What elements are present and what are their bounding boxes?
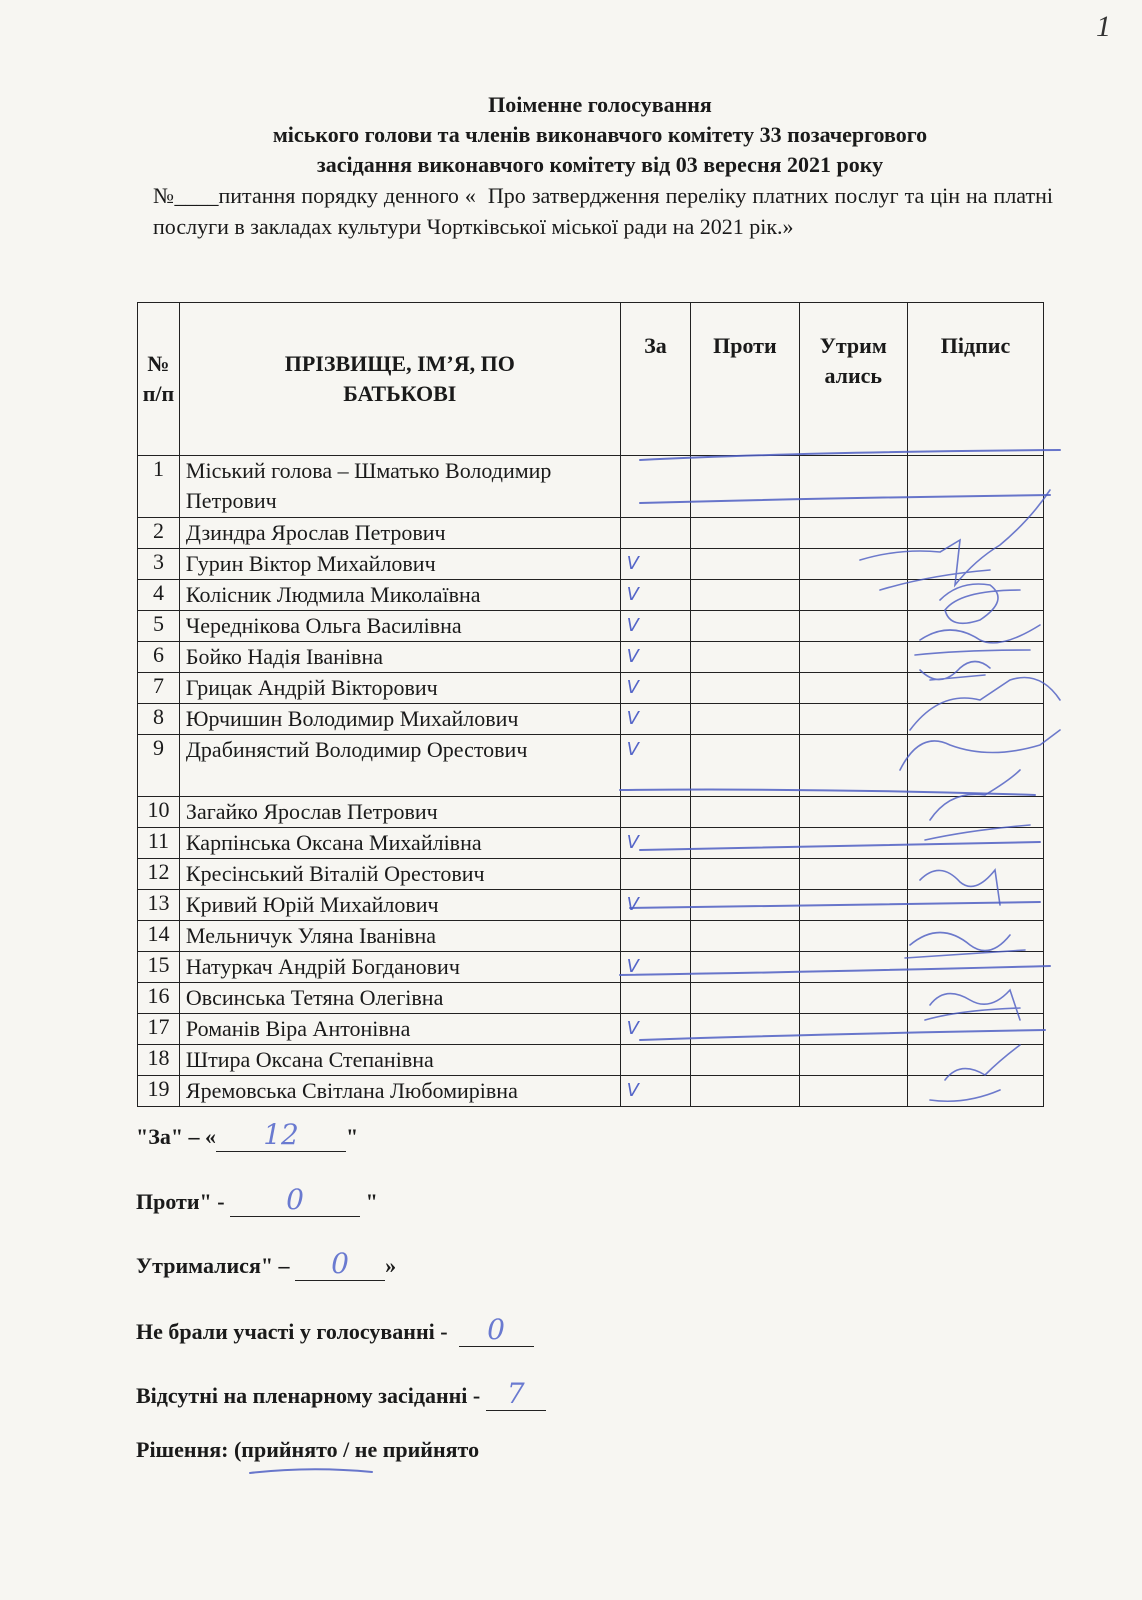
vote-za-cell — [620, 983, 691, 1014]
table-row — [138, 735, 1044, 797]
member-name: Кресінський Віталій Орестович — [179, 859, 620, 890]
row-number: 18 — [138, 1045, 180, 1076]
check-mark-icon: V — [626, 615, 639, 636]
row-number: 5 — [138, 611, 180, 642]
member-name: Романів Віра Антонівна — [179, 1014, 620, 1045]
za-label: "За" – « — [136, 1124, 217, 1149]
vote-za-cell — [620, 549, 691, 580]
signature-cell — [907, 1076, 1043, 1107]
row-number: 17 — [138, 1014, 180, 1045]
row-number: 16 — [138, 983, 180, 1014]
row-number: 10 — [138, 797, 180, 828]
vote-utrymalys-cell — [799, 1045, 907, 1076]
header-utrymalys: Утрим ались — [799, 303, 907, 456]
check-mark-icon: V — [626, 1018, 639, 1039]
agenda-item — [153, 180, 1053, 242]
member-name: Штира Оксана Степанівна — [179, 1045, 620, 1076]
signature-cell — [907, 983, 1043, 1014]
table-row — [138, 952, 1044, 983]
header-za: За — [620, 303, 691, 456]
table-row — [138, 580, 1044, 611]
member-name: Грицак Андрій Вікторович — [179, 673, 620, 704]
signature-cell — [907, 611, 1043, 642]
vote-utrymalys-cell — [799, 704, 907, 735]
page-number: 1 — [1096, 10, 1111, 43]
ne-braly-label: Не брали участі у голосуванні - — [136, 1319, 448, 1344]
member-name: Мельничук Уляна Іванівна — [179, 921, 620, 952]
table-row — [138, 642, 1044, 673]
check-mark-icon: V — [626, 646, 639, 667]
table-row — [138, 890, 1044, 921]
vote-proty-cell — [691, 983, 799, 1014]
vote-za-cell — [620, 797, 691, 828]
check-mark-icon: V — [626, 677, 639, 698]
header-pidpys: Підпис — [907, 303, 1043, 456]
row-number: 7 — [138, 673, 180, 704]
member-name: Дзиндра Ярослав Петрович — [179, 518, 620, 549]
row-number: 1 — [138, 456, 180, 518]
member-name: Череднікова Ольга Василівна — [179, 611, 620, 642]
signature-cell — [907, 797, 1043, 828]
table-row — [138, 1045, 1044, 1076]
vote-proty-cell — [691, 735, 799, 797]
table-row — [138, 983, 1044, 1014]
vidsutni-value: 7 — [506, 1377, 525, 1410]
vote-proty-cell — [691, 1076, 799, 1107]
table-row — [138, 549, 1044, 580]
vote-proty-cell — [691, 456, 799, 518]
agenda-text: Про затвердження переліку платних послуг та цін на платні послуги в закладах культури Чортківської міської ради на 2021 рік.» — [153, 183, 1053, 239]
check-mark-icon: V — [626, 739, 639, 760]
member-name: Колісник Людмила Миколаївна — [179, 580, 620, 611]
proty-label: Проти" - — [136, 1189, 225, 1214]
vote-utrymalys-cell — [799, 828, 907, 859]
signature-cell — [907, 1045, 1043, 1076]
table-row — [138, 859, 1044, 890]
vote-proty-cell — [691, 1045, 799, 1076]
header-name: ПРІЗВИЩЕ, ІМ’Я, ПО БАТЬКОВІ — [179, 303, 620, 456]
member-name: Яремовська Світлана Любомирівна — [179, 1076, 620, 1107]
vote-proty-cell — [691, 673, 799, 704]
row-number: 8 — [138, 704, 180, 735]
member-name: Гурин Віктор Михайлович — [179, 549, 620, 580]
vote-utrymalys-cell — [799, 642, 907, 673]
table-row — [138, 611, 1044, 642]
vote-proty-cell — [691, 828, 799, 859]
vote-utrymalys-cell — [799, 1076, 907, 1107]
check-mark-icon: V — [626, 584, 639, 605]
member-name: Кривий Юрій Михайлович — [179, 890, 620, 921]
table-row — [138, 1014, 1044, 1045]
table-row — [138, 518, 1044, 549]
signature-cell — [907, 580, 1043, 611]
vote-za-cell — [620, 518, 691, 549]
vote-utrymalys-cell — [799, 580, 907, 611]
vote-za-cell — [620, 890, 691, 921]
vote-proty-cell — [691, 859, 799, 890]
summary-vidsutni — [136, 1377, 546, 1411]
title-line-2: міського голови та членів виконавчого комітету 33 позачергового — [272, 122, 928, 147]
row-number: 13 — [138, 890, 180, 921]
table-row — [138, 673, 1044, 704]
member-name: Загайко Ярослав Петрович — [179, 797, 620, 828]
vote-za-cell — [620, 1014, 691, 1045]
vote-proty-cell — [691, 611, 799, 642]
signature-cell — [907, 735, 1043, 797]
signature-cell — [907, 642, 1043, 673]
row-number: 11 — [138, 828, 180, 859]
check-mark-icon: V — [626, 708, 639, 729]
table-row — [138, 921, 1044, 952]
signature-cell — [907, 1014, 1043, 1045]
vote-utrymalys-cell — [799, 890, 907, 921]
vote-za-cell — [620, 1045, 691, 1076]
title-line-3: засідання виконавчого комітету від 03 вересня 2021 року — [316, 152, 884, 177]
signature-cell — [907, 456, 1043, 518]
row-number: 2 — [138, 518, 180, 549]
vote-za-cell — [620, 456, 691, 518]
summary-proty — [136, 1183, 378, 1217]
table-header-row — [138, 303, 1044, 456]
summary-za — [136, 1118, 358, 1152]
member-name: Юрчишин Володимир Михайлович — [179, 704, 620, 735]
utrymalysia-value: 0 — [331, 1247, 349, 1280]
vote-proty-cell — [691, 797, 799, 828]
vote-utrymalys-cell — [799, 921, 907, 952]
signature-cell — [907, 952, 1043, 983]
summary-utrymalysia — [136, 1247, 396, 1281]
vote-utrymalys-cell — [799, 518, 907, 549]
check-mark-icon: V — [626, 956, 639, 977]
signature-cell — [907, 673, 1043, 704]
vote-za-cell — [620, 1076, 691, 1107]
utrymalysia-label: Утрималися" – — [136, 1253, 290, 1278]
voting-table — [137, 302, 1044, 1107]
row-number: 19 — [138, 1076, 180, 1107]
header-proty: Проти — [691, 303, 799, 456]
check-mark-icon: V — [626, 832, 639, 853]
member-name: Міський голова – Шматько Володимир Петрович — [179, 456, 620, 518]
vote-proty-cell — [691, 549, 799, 580]
member-name: Драбинястий Володимир Орестович — [179, 735, 620, 797]
vote-proty-cell — [691, 704, 799, 735]
summary-rishennia: Рішення: (прийнято / не прийнято — [136, 1437, 480, 1462]
row-number: 12 — [138, 859, 180, 890]
vote-utrymalys-cell — [799, 456, 907, 518]
check-mark-icon: V — [626, 894, 639, 915]
vote-proty-cell — [691, 580, 799, 611]
vote-utrymalys-cell — [799, 673, 907, 704]
vidsutni-label: Відсутні на пленарному засіданні - — [136, 1383, 481, 1408]
vote-za-cell — [620, 859, 691, 890]
vote-za-cell — [620, 611, 691, 642]
signature-cell — [907, 549, 1043, 580]
vote-utrymalys-cell — [799, 952, 907, 983]
table-row — [138, 704, 1044, 735]
dash-rishennia — [250, 1469, 372, 1473]
row-number: 14 — [138, 921, 180, 952]
signature-cell — [907, 828, 1043, 859]
signature-cell — [907, 890, 1043, 921]
table-row — [138, 456, 1044, 518]
vote-proty-cell — [691, 1014, 799, 1045]
row-number: 15 — [138, 952, 180, 983]
vote-za-cell — [620, 642, 691, 673]
vote-za-cell — [620, 704, 691, 735]
vote-proty-cell — [691, 642, 799, 673]
utrymalysia-close: » — [385, 1253, 397, 1278]
proty-close: " — [365, 1189, 378, 1214]
vote-utrymalys-cell — [799, 797, 907, 828]
member-name: Овсинська Тетяна Олегівна — [179, 983, 620, 1014]
member-name: Карпінська Оксана Михайлівна — [179, 828, 620, 859]
vote-utrymalys-cell — [799, 735, 907, 797]
row-number: 3 — [138, 549, 180, 580]
vote-proty-cell — [691, 890, 799, 921]
za-close: " — [346, 1124, 359, 1149]
vote-utrymalys-cell — [799, 611, 907, 642]
vote-za-cell — [620, 921, 691, 952]
check-mark-icon: V — [626, 1080, 639, 1101]
vote-utrymalys-cell — [799, 983, 907, 1014]
vote-za-cell — [620, 580, 691, 611]
signature-cell — [907, 859, 1043, 890]
vote-za-cell — [620, 828, 691, 859]
member-name: Бойко Надія Іванівна — [179, 642, 620, 673]
table-row — [138, 1076, 1044, 1107]
member-name: Натуркач Андрій Богданович — [179, 952, 620, 983]
za-value: 12 — [263, 1118, 299, 1151]
ne-braly-value: 0 — [487, 1313, 505, 1346]
row-number: 6 — [138, 642, 180, 673]
signature-cell — [907, 518, 1043, 549]
title-line-1: Поіменне голосування — [488, 92, 712, 117]
vote-utrymalys-cell — [799, 549, 907, 580]
check-mark-icon: V — [626, 553, 639, 574]
vote-proty-cell — [691, 952, 799, 983]
agenda-number: №____питання порядку денного « — [153, 183, 476, 208]
vote-za-cell — [620, 735, 691, 797]
vote-proty-cell — [691, 518, 799, 549]
proty-value: 0 — [286, 1183, 304, 1216]
header-num: № п/п — [138, 303, 180, 456]
signature-cell — [907, 921, 1043, 952]
vote-utrymalys-cell — [799, 859, 907, 890]
summary-ne-braly — [136, 1313, 534, 1347]
signature-cell — [907, 704, 1043, 735]
table-row — [138, 828, 1044, 859]
vote-utrymalys-cell — [799, 1014, 907, 1045]
row-number: 9 — [138, 735, 180, 797]
row-number: 4 — [138, 580, 180, 611]
vote-za-cell — [620, 952, 691, 983]
vote-za-cell — [620, 673, 691, 704]
vote-proty-cell — [691, 921, 799, 952]
table-row — [138, 797, 1044, 828]
document-title — [140, 90, 1060, 180]
